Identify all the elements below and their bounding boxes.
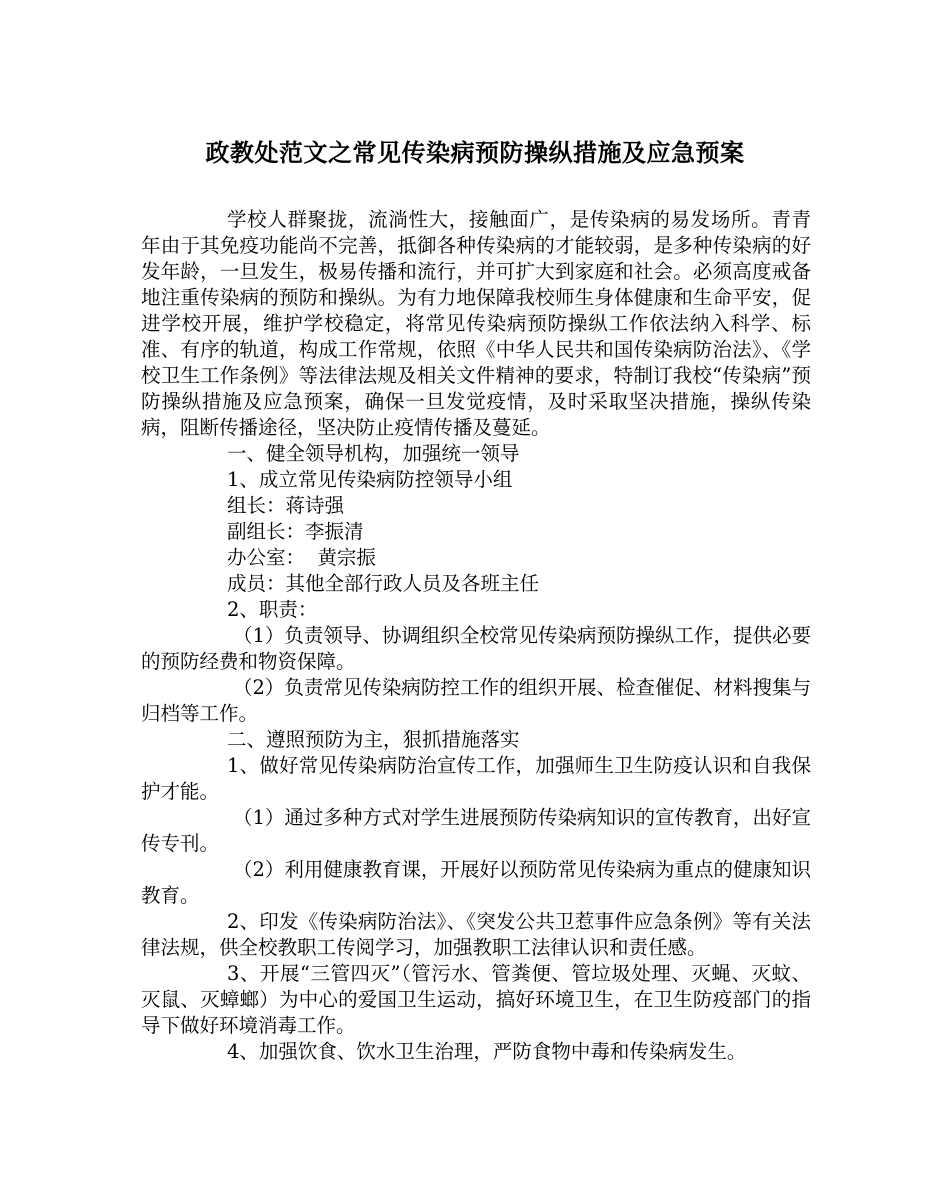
paragraph-intro: 学校人群聚拢，流淌性大，接触面广，是传染病的易发场所。青青年由于其免疫功能尚不完善，抵御各种传染病的才能较弱，是多种传染病的好发年龄，一旦发生，极易传播和流行，并可扩大到家庭和社会。必须高度戒备地注重传染病的预防和操纵。为有力地保障我校师生身体健康和生命平安，促进学校开展，维护学校稳定，将常见传染病预防操纵工作依法纳入科学、标准、有序的轨道，构成工作常规，依照《中华人民共和国传染病防治法》、《学校卫生工作条例》等法律法规及相关文件精神的要求，特制订我校“传染病”预防操纵措施及应急预案，确保一旦发觉疫情，及时采取坚决措施，操纵传染病，阻断传播途径，坚决防止疫情传播及蔓延。 [141,208,811,439]
section-heading-2: 二、遵照预防为主，狠抓措施落实 [227,728,520,751]
section-heading-1: 一、健全领导机构，加强统一领导 [227,442,520,465]
duty-item-1: （1）负责领导、协调组织全校常见传染病预防操纵工作，提供必要的预防经费和物资保障。 [141,624,811,673]
leader-line: 组长：蒋诗强 [227,494,345,517]
measure-item-1: 1、做好常见传染病防治宣传工作，加强师生卫生防疫认识和自我保护才能。 [141,754,811,803]
subsection-heading-1-1: 1、成立常见传染病防控领导小组 [227,468,513,491]
measure-item-1-sub-2: （2）利用健康教育课，开展好以预防常见传染病为重点的健康知识教育。 [141,858,811,907]
members-line: 成员：其他全部行政人员及各班主任 [227,572,540,595]
document-body [141,207,811,1065]
subsection-heading-1-2: 2、职责： [227,598,318,621]
document-title: 政教处范文之常见传染病预防操纵措施及应急预案 [205,138,745,167]
office-line: 办公室： 黄宗振 [227,546,376,569]
measure-item-3: 3、开展“三管四灭”（管污水、管粪便、管垃圾处理、灭蝇、灭蚊、灭鼠、灭蟑螂）为中心的爱国卫生运动，搞好环境卫生，在卫生防疫部门的指导下做好环境消毒工作。 [141,962,811,1037]
deputy-leader-line: 副组长：李振清 [227,520,364,543]
measure-item-1-sub-1: （1）通过多种方式对学生进展预防传染病知识的宣传教育，出好宣传专刊。 [141,806,811,855]
measure-item-4: 4、加强饮食、饮水卫生治理，严防食物中毒和传染病发生。 [227,1040,747,1063]
measure-item-2: 2、印发《传染病防治法》、《突发公共卫惹事件应急条例》等有关法律法规，供全校教职工传阅学习，加强教职工法律认识和责任感。 [141,910,811,959]
duty-item-2: （2）负责常见传染病防控工作的组织开展、检查催促、材料搜集与归档等工作。 [141,676,811,725]
